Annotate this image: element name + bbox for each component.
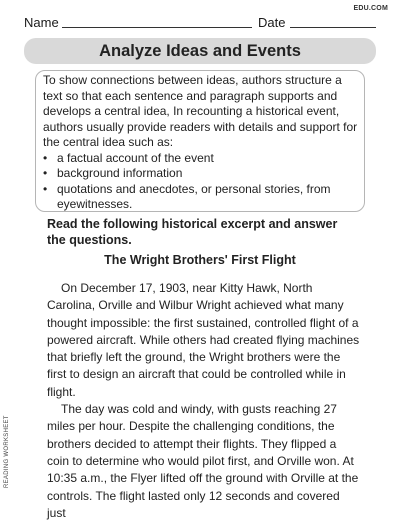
intro-text: To show connections between ideas, authors structure a text so that each sentence and paragraph supports and develops a central idea, In recounting a historical event, authors usually provide readers with details and support for the central idea such as: <box>43 73 358 149</box>
brand-logo: EDU.COM <box>353 5 388 12</box>
passage-title: The Wright Brothers' First Flight <box>104 253 296 267</box>
instructions: Read the following historical excerpt and answer the questions. <box>47 217 338 247</box>
passage-body <box>47 280 361 522</box>
name-line <box>62 27 252 28</box>
intro-box <box>35 70 365 212</box>
passage-paragraph: On December 17, 1903, near Kitty Hawk, North Carolina, Orville and Wilbur Wright achieved what many thought impossible: the first sustained, controlled flight of a powered aircraft. While others had created flying machines that briefly left the ground, the Wright brothers were the first to design an aircraft that could be controlled while in flight. <box>47 281 360 399</box>
name-label: Name <box>24 15 59 30</box>
intro-bullet: • quotations and anecdotes, or personal stories, from eyewitnesses. <box>57 182 358 213</box>
intro-bullet: • a factual account of the event <box>57 151 358 167</box>
date-line <box>290 27 376 28</box>
intro-bullet-list <box>43 151 358 213</box>
date-label: Date <box>258 15 286 30</box>
intro-bullet: • background information <box>57 166 358 182</box>
side-label: READING WORKSHEET <box>4 415 10 488</box>
page-title: Analyze Ideas and Events <box>24 38 376 64</box>
name-date-row <box>24 14 376 30</box>
passage-paragraph: The day was cold and windy, with gusts reaching 27 miles per hour. Despite the challenging conditions, the brothers decided to attempt their flights. They flipped a coin to determine who would pilot first, and Orville won. At 10:35 a.m., the Flyer lifted off the ground with Orville at the controls. The flight lasted only 12 seconds and covered just <box>47 402 359 520</box>
